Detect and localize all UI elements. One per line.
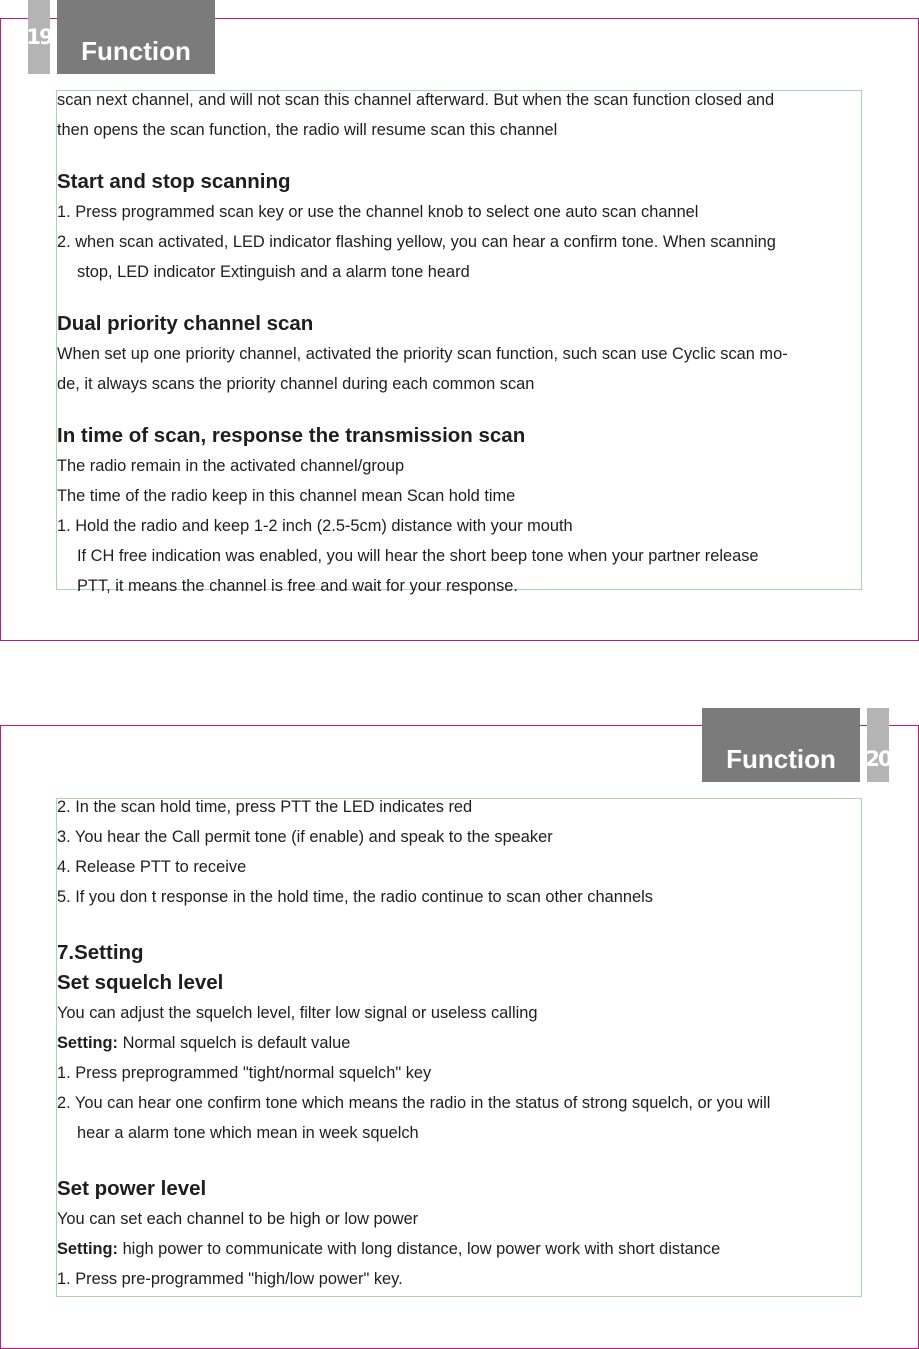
step-line: 3. You hear the Call permit tone (if enable) and speak to the speaker: [57, 828, 553, 846]
response-scan-line: PTT, it means the channel is free and wait for your response.: [77, 577, 518, 595]
start-stop-heading: Start and stop scanning: [57, 170, 291, 193]
response-scan-line: The time of the radio keep in this channel mean Scan hold time: [57, 487, 516, 505]
squelch-line: hear a alarm tone which mean in week squelch: [77, 1124, 419, 1142]
dual-priority-heading: Dual priority channel scan: [57, 312, 314, 335]
intro-line: then opens the scan function, the radio will resume scan this channel: [57, 121, 558, 139]
start-stop-line: 1. Press programmed scan key or use the channel knob to select one auto scan channel: [57, 203, 699, 221]
page-20-text: [57, 792, 865, 1294]
start-stop-line: stop, LED indicator Extinguish and a alarm tone heard: [77, 263, 470, 281]
step-line: 2. In the scan hold time, press PTT the LED indicates red: [57, 798, 473, 816]
section-title-tab-20: Function: [702, 708, 860, 782]
response-scan-line: If CH free indication was enabled, you will hear the short beep tone when your partner release: [77, 547, 759, 565]
response-scan-line: The radio remain in the activated channel/group: [57, 457, 405, 475]
squelch-heading: Set squelch level: [57, 971, 224, 994]
page-19-text: [57, 85, 865, 601]
intro-line: scan next channel, and will not scan this channel afterward. But when the scan function closed and: [57, 91, 775, 109]
response-scan-line: 1. Hold the radio and keep 1-2 inch (2.5-5cm) distance with your mouth: [57, 517, 573, 535]
dual-priority-line: de, it always scans the priority channel during each common scan: [57, 375, 535, 393]
section-title-tab-19: Function: [57, 0, 215, 74]
power-line: 1. Press pre-programmed "high/low power" key.: [57, 1270, 403, 1288]
squelch-setting-label: Setting:: [57, 1034, 119, 1052]
power-intro: You can set each channel to be high or low power: [57, 1210, 419, 1228]
power-heading: Set power level: [57, 1177, 207, 1200]
setting-title: 7.Setting: [57, 941, 144, 964]
power-setting-label: Setting:: [57, 1240, 119, 1258]
squelch-setting: [57, 1028, 865, 1058]
dual-priority-line: When set up one priority channel, activated the priority scan function, such scan use Cyclic scan mo-: [57, 345, 788, 363]
squelch-intro: You can adjust the squelch level, filter low signal or useless calling: [57, 1004, 538, 1022]
response-scan-heading: In time of scan, response the transmission scan: [57, 424, 526, 447]
page-number-19: 19: [28, 0, 50, 74]
power-setting-text: high power to communicate with long distance, low power work with short distance: [118, 1240, 721, 1258]
step-line: 5. If you don t response in the hold time, the radio continue to scan other channels: [57, 888, 653, 906]
squelch-setting-text: Normal squelch is default value: [118, 1034, 351, 1052]
squelch-line: 1. Press preprogrammed "tight/normal squelch" key: [57, 1064, 432, 1082]
page-number-20: 20: [867, 708, 889, 782]
start-stop-line: 2. when scan activated, LED indicator flashing yellow, you can hear a confirm tone. When scanning: [57, 233, 776, 251]
step-line: 4. Release PTT to receive: [57, 858, 247, 876]
power-setting: [57, 1234, 865, 1264]
squelch-line: 2. You can hear one confirm tone which means the radio in the status of strong squelch, or you will: [57, 1094, 771, 1112]
